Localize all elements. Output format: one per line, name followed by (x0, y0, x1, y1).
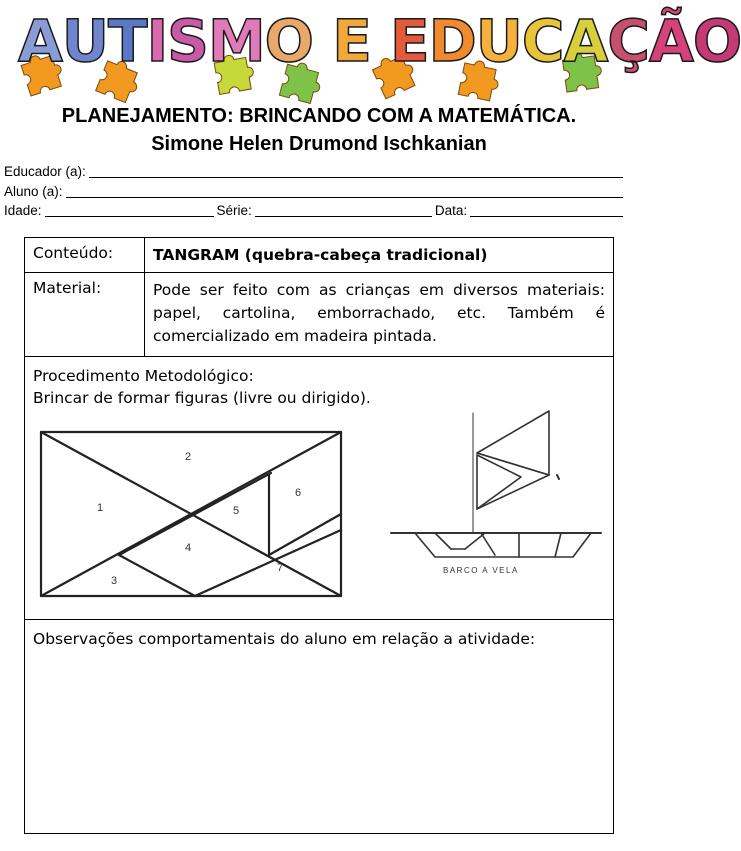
banner-letter: A (18, 7, 62, 75)
grade-blank[interactable] (255, 215, 432, 217)
age-grade-date-fields (4, 203, 626, 219)
banner-letter (371, 6, 390, 76)
author-name: Simone Helen Drumond Ischkanian (151, 133, 487, 155)
date-blank[interactable] (470, 215, 623, 217)
boat-caption: BARCO A VELA (443, 566, 519, 575)
banner-letter: Ç (607, 7, 649, 75)
banner-letter: E (332, 7, 371, 75)
procedure-title: Procedimento Metodológico: (33, 367, 254, 385)
piece-number: 6 (295, 487, 302, 499)
banner-letter: I (146, 7, 168, 75)
date-label: Data: (434, 203, 468, 218)
grade-label: Série: (216, 203, 252, 218)
age-blank[interactable] (45, 215, 214, 217)
procedure-row (25, 357, 613, 620)
banner-title (18, 6, 741, 76)
banner-letter: D (428, 7, 476, 75)
observations-row (25, 620, 613, 832)
planning-table (24, 237, 614, 834)
banner-letter (313, 6, 332, 76)
piece-number: 2 (185, 451, 192, 463)
material-value: Pode ser feito com as crianças em diversos materiais: papel, cartolina, emborrachado, etc. Também é comercializado em madeira pintada. (153, 281, 605, 345)
banner-letter: E (390, 7, 429, 75)
page-title: PLANEJAMENTO: BRINCANDO COM A MATEMÁTICA. (61, 105, 577, 127)
banner (0, 0, 741, 104)
content-row (25, 238, 613, 273)
student-blank[interactable] (66, 196, 623, 198)
banner-letter: C (521, 7, 564, 75)
banner-letter: U (61, 7, 108, 75)
educator-label: Educador (a): (4, 164, 86, 179)
banner-letter: S (167, 7, 208, 75)
banner-letter: O (692, 7, 741, 75)
piece-number: 4 (185, 542, 192, 554)
age-label: Idade: (4, 203, 42, 218)
student-label: Aluno (a): (4, 184, 63, 199)
educator-field[interactable] (4, 164, 626, 180)
content-label: Conteúdo: (25, 238, 145, 272)
piece-number: 3 (111, 575, 118, 587)
tangram-drawing (35, 426, 345, 602)
banner-letter: U (475, 7, 522, 75)
material-row (25, 273, 613, 357)
material-label: Material: (25, 273, 145, 356)
sailboat-drawing (385, 405, 607, 577)
piece-number: 7 (277, 562, 284, 574)
procedure-text: Brincar de formar figuras (livre ou dirigido). (33, 389, 371, 407)
piece-number: 1 (97, 502, 104, 514)
observations-label: Observações comportamentais do aluno em relação a atividade: (33, 630, 536, 648)
content-value: TANGRAM (quebra-cabeça tradicional) (153, 246, 488, 264)
banner-letter: Ã (648, 7, 693, 75)
banner-letter: T (108, 7, 147, 75)
student-field[interactable] (4, 184, 626, 200)
piece-number: 5 (233, 505, 240, 517)
banner-letter: O (264, 7, 313, 75)
educator-blank[interactable] (89, 176, 623, 178)
banner-letter: M (207, 7, 265, 75)
banner-letter: A (563, 7, 608, 75)
